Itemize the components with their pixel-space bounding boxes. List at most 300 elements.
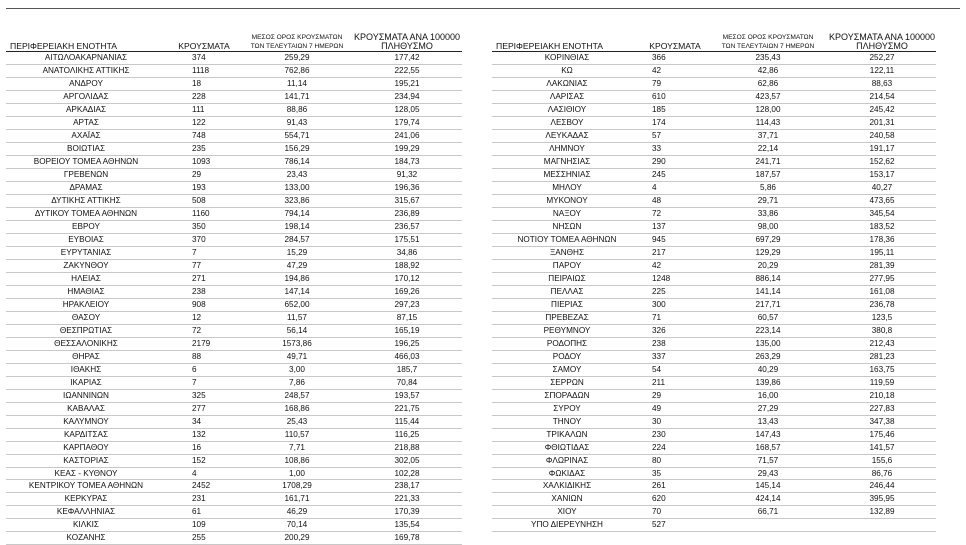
table-row [492, 480, 936, 493]
cases-cell: 49 [642, 402, 708, 415]
cases-cell: 72 [166, 324, 242, 337]
table-row [6, 532, 462, 545]
avg7-cell: 424,14 [708, 493, 828, 506]
cases-table-left [6, 26, 462, 545]
per100k-cell: 236,89 [352, 207, 462, 220]
cases-cell: 300 [642, 298, 708, 311]
cases-cell: 527 [642, 519, 708, 532]
per100k-cell: 170,12 [352, 272, 462, 285]
region-cell: ΚΙΛΚΙΣ [6, 519, 166, 532]
region-cell: ΕΒΡΟΥ [6, 220, 166, 233]
per100k-cell: 234,94 [352, 90, 462, 103]
cases-cell: 238 [166, 285, 242, 298]
cases-cell: 225 [642, 285, 708, 298]
per100k-cell: 169,26 [352, 285, 462, 298]
header-row [6, 26, 462, 52]
per100k-cell: 281,23 [828, 350, 936, 363]
cases-cell: 57 [642, 129, 708, 142]
per100k-cell: 227,83 [828, 402, 936, 415]
avg7-cell: 168,57 [708, 441, 828, 454]
per100k-cell: 221,33 [352, 493, 462, 506]
table-row [492, 389, 936, 402]
cases-cell: 6 [166, 363, 242, 376]
cases-cell: 7 [166, 246, 242, 259]
per100k-cell: 161,08 [828, 285, 936, 298]
table-row [492, 103, 936, 116]
avg7-cell: 147,14 [242, 285, 352, 298]
cases-cell: 12 [166, 311, 242, 324]
per100k-cell: 88,63 [828, 77, 936, 90]
cases-cell: 71 [642, 311, 708, 324]
table-row [492, 415, 936, 428]
per100k-cell: 178,36 [828, 233, 936, 246]
region-cell: ΠΕΙΡΑΙΩΣ [492, 272, 642, 285]
table-row [492, 246, 936, 259]
cases-cell: 4 [166, 467, 242, 480]
header-region: ΠΕΡΙΦΕΡΕΙΑΚΗ ΕΝΟΤΗΤΑ [6, 26, 166, 52]
region-cell: ΛΑΣΙΘΙΟΥ [492, 103, 642, 116]
table-row [492, 376, 936, 389]
avg7-cell: 23,43 [242, 168, 352, 181]
region-cell: ΙΘΑΚΗΣ [6, 363, 166, 376]
avg7-cell: 217,71 [708, 298, 828, 311]
table-row [492, 64, 936, 77]
avg7-cell: 161,71 [242, 493, 352, 506]
per100k-cell: 277,95 [828, 272, 936, 285]
cases-cell: 610 [642, 90, 708, 103]
per100k-cell: 175,46 [828, 428, 936, 441]
per100k-cell: 141,57 [828, 441, 936, 454]
table-row [492, 324, 936, 337]
table-row [492, 77, 936, 90]
region-cell: ΗΡΑΚΛΕΙΟΥ [6, 298, 166, 311]
region-cell: ΚΑΛΥΜΝΟΥ [6, 415, 166, 428]
avg7-cell: 554,71 [242, 129, 352, 142]
table-row [492, 350, 936, 363]
region-cell: ΑΝΑΤΟΛΙΚΗΣ ΑΤΤΙΚΗΣ [6, 64, 166, 77]
cases-cell: 230 [642, 428, 708, 441]
per100k-cell: 86,76 [828, 467, 936, 480]
region-cell: ΣΕΡΡΩΝ [492, 376, 642, 389]
per100k-cell: 91,32 [352, 168, 462, 181]
avg7-cell: 33,86 [708, 207, 828, 220]
region-cell: ΚΕΡΚΥΡΑΣ [6, 493, 166, 506]
avg7-cell: 423,57 [708, 90, 828, 103]
avg7-cell: 128,00 [708, 103, 828, 116]
table-row [492, 194, 936, 207]
per100k-cell: 170,39 [352, 506, 462, 519]
region-cell: ΚΑΒΑΛΑΣ [6, 402, 166, 415]
avg7-cell: 47,29 [242, 259, 352, 272]
per100k-cell: 297,23 [352, 298, 462, 311]
header-avg7: ΜΕΣΟΣ ΟΡΟΣ ΚΡΟΥΣΜΑΤΩΝ ΤΩΝ ΤΕΛΕΥΤΑΙΩΝ 7 ΗΜΕΡΩΝ [708, 26, 828, 52]
table-row [6, 454, 462, 467]
region-cell: ΒΟΙΩΤΙΑΣ [6, 142, 166, 155]
per100k-cell: 210,18 [828, 389, 936, 402]
region-cell: ΘΕΣΠΡΩΤΙΑΣ [6, 324, 166, 337]
avg7-cell: 762,86 [242, 64, 352, 77]
cases-cell: 238 [642, 337, 708, 350]
avg7-cell: 29,43 [708, 467, 828, 480]
avg7-cell: 156,29 [242, 142, 352, 155]
per100k-cell: 155,6 [828, 454, 936, 467]
table-row [6, 415, 462, 428]
region-cell: ΔΡΑΜΑΣ [6, 181, 166, 194]
cases-cell: 72 [642, 207, 708, 220]
table-row [6, 233, 462, 246]
avg7-cell: 194,86 [242, 272, 352, 285]
table-row [6, 402, 462, 415]
cases-cell: 337 [642, 350, 708, 363]
per100k-cell: 195,21 [352, 77, 462, 90]
avg7-cell: 27,29 [708, 402, 828, 415]
avg7-cell: 91,43 [242, 116, 352, 129]
table-row [6, 324, 462, 337]
avg7-cell: 37,71 [708, 129, 828, 142]
cases-cell: 326 [642, 324, 708, 337]
cases-cell: 224 [642, 441, 708, 454]
table-row [492, 207, 936, 220]
region-cell: ΚΑΡΠΑΘΟΥ [6, 441, 166, 454]
table-row [492, 90, 936, 103]
per100k-cell: 184,73 [352, 155, 462, 168]
avg7-cell: 697,29 [708, 233, 828, 246]
cases-cell: 132 [166, 428, 242, 441]
cases-cell: 61 [166, 506, 242, 519]
region-cell: ΦΛΩΡΙΝΑΣ [492, 454, 642, 467]
region-cell: ΞΑΝΘΗΣ [492, 246, 642, 259]
avg7-cell: 139,86 [708, 376, 828, 389]
header-region: ΠΕΡΙΦΕΡΕΙΑΚΗ ΕΝΟΤΗΤΑ [492, 26, 642, 52]
region-cell: ΤΗΝΟΥ [492, 415, 642, 428]
per100k-cell: 165,19 [352, 324, 462, 337]
avg7-cell: 1573,86 [242, 337, 352, 350]
region-cell: ΝΟΤΙΟΥ ΤΟΜΕΑ ΑΘΗΝΩΝ [492, 233, 642, 246]
avg7-cell: 133,00 [242, 181, 352, 194]
per100k-cell: 201,31 [828, 116, 936, 129]
table-row [6, 311, 462, 324]
table-row [492, 363, 936, 376]
region-cell: ΣΥΡΟΥ [492, 402, 642, 415]
avg7-cell: 145,14 [708, 480, 828, 493]
avg7-cell: 5,86 [708, 181, 828, 194]
avg7-cell: 263,29 [708, 350, 828, 363]
per100k-cell: 196,36 [352, 181, 462, 194]
region-cell: ΦΘΙΩΤΙΔΑΣ [492, 441, 642, 454]
per100k-cell: 152,62 [828, 155, 936, 168]
top-rule [6, 8, 960, 9]
cases-cell: 29 [166, 168, 242, 181]
region-cell: ΑΧΑΪΑΣ [6, 129, 166, 142]
region-cell: ΖΑΚΥΝΘΟΥ [6, 259, 166, 272]
per100k-cell: 70,84 [352, 376, 462, 389]
cases-cell: 48 [642, 194, 708, 207]
region-cell: ΘΕΣΣΑΛΟΝΙΚΗΣ [6, 337, 166, 350]
region-cell: ΜΥΚΟΝΟΥ [492, 194, 642, 207]
cases-cell: 370 [166, 233, 242, 246]
cases-cell: 748 [166, 129, 242, 142]
region-cell: ΜΕΣΣΗΝΙΑΣ [492, 168, 642, 181]
table-row [6, 363, 462, 376]
region-cell: ΑΙΤΩΛΟΑΚΑΡΝΑΝΙΑΣ [6, 52, 166, 65]
region-cell: ΙΚΑΡΙΑΣ [6, 376, 166, 389]
region-cell: ΧΑΛΚΙΔΙΚΗΣ [492, 480, 642, 493]
avg7-cell [708, 519, 828, 532]
per100k-cell: 240,58 [828, 129, 936, 142]
header-avg7: ΜΕΣΟΣ ΟΡΟΣ ΚΡΟΥΣΜΑΤΩΝ ΤΩΝ ΤΕΛΕΥΤΑΙΩΝ 7 ΗΜΕΡΩΝ [242, 26, 352, 52]
table-row [6, 389, 462, 402]
per100k-cell: 40,27 [828, 181, 936, 194]
table-row [492, 233, 936, 246]
table-row [6, 155, 462, 168]
region-cell: ΕΥΡΥΤΑΝΙΑΣ [6, 246, 166, 259]
region-cell: ΑΡΚΑΔΙΑΣ [6, 103, 166, 116]
per100k-cell: 195,11 [828, 246, 936, 259]
per100k-cell: 380,8 [828, 324, 936, 337]
avg7-cell: 147,43 [708, 428, 828, 441]
region-cell: ΚΕΑΣ - ΚΥΘΝΟΥ [6, 467, 166, 480]
cases-cell: 1160 [166, 207, 242, 220]
avg7-cell: 1708,29 [242, 480, 352, 493]
table-row [6, 506, 462, 519]
cases-cell: 29 [642, 389, 708, 402]
region-cell: ΝΗΣΩΝ [492, 220, 642, 233]
cases-cell: 42 [642, 64, 708, 77]
per100k-cell: 345,54 [828, 207, 936, 220]
region-cell: ΛΕΥΚΑΔΑΣ [492, 129, 642, 142]
avg7-cell: 187,57 [708, 168, 828, 181]
avg7-cell: 241,71 [708, 155, 828, 168]
per100k-cell: 185,7 [352, 363, 462, 376]
header-cases: ΚΡΟΥΣΜΑΤΑ [642, 26, 708, 52]
avg7-cell: 7,86 [242, 376, 352, 389]
table-row [492, 220, 936, 233]
cases-cell: 137 [642, 220, 708, 233]
avg7-cell: 15,29 [242, 246, 352, 259]
per100k-cell: 135,54 [352, 519, 462, 532]
region-cell: ΚΑΣΤΟΡΙΑΣ [6, 454, 166, 467]
cases-cell: 35 [642, 467, 708, 480]
region-cell: ΧΙΟΥ [492, 506, 642, 519]
region-cell: ΠΑΡΟΥ [492, 259, 642, 272]
region-cell: ΠΡΕΒΕΖΑΣ [492, 311, 642, 324]
region-cell: ΚΕΝΤΡΙΚΟΥ ΤΟΜΕΑ ΑΘΗΝΩΝ [6, 480, 166, 493]
region-cell: ΑΡΤΑΣ [6, 116, 166, 129]
region-cell: ΒΟΡΕΙΟΥ ΤΟΜΕΑ ΑΘΗΝΩΝ [6, 155, 166, 168]
table-row [6, 428, 462, 441]
cases-cell: 1118 [166, 64, 242, 77]
region-cell: ΑΝΔΡΟΥ [6, 77, 166, 90]
per100k-cell: 222,55 [352, 64, 462, 77]
cases-cell: 30 [642, 415, 708, 428]
per100k-cell: 473,65 [828, 194, 936, 207]
region-cell: ΔΥΤΙΚΟΥ ΤΟΜΕΑ ΑΘΗΝΩΝ [6, 207, 166, 220]
avg7-cell: 108,86 [242, 454, 352, 467]
cases-cell: 245 [642, 168, 708, 181]
per100k-cell: 395,95 [828, 493, 936, 506]
per100k-cell: 252,27 [828, 52, 936, 65]
avg7-cell: 49,71 [242, 350, 352, 363]
table-row [6, 207, 462, 220]
cases-cell: 193 [166, 181, 242, 194]
cases-cell: 79 [642, 77, 708, 90]
avg7-cell: 11,14 [242, 77, 352, 90]
cases-cell: 211 [642, 376, 708, 389]
region-cell: ΛΑΡΙΣΑΣ [492, 90, 642, 103]
header-row [492, 26, 936, 52]
per100k-cell: 169,78 [352, 532, 462, 545]
avg7-cell: 786,14 [242, 155, 352, 168]
region-cell: ΠΙΕΡΙΑΣ [492, 298, 642, 311]
table-row [6, 220, 462, 233]
region-cell: ΘΑΣΟΥ [6, 311, 166, 324]
per100k-cell: 123,5 [828, 311, 936, 324]
avg7-cell: 168,86 [242, 402, 352, 415]
per100k-cell: 214,54 [828, 90, 936, 103]
region-cell: ΧΑΝΙΩΝ [492, 493, 642, 506]
table-row [6, 142, 462, 155]
avg7-cell: 98,00 [708, 220, 828, 233]
cases-cell: 2179 [166, 337, 242, 350]
region-cell: ΘΗΡΑΣ [6, 350, 166, 363]
avg7-cell: 29,71 [708, 194, 828, 207]
table-row [492, 454, 936, 467]
avg7-cell: 141,71 [242, 90, 352, 103]
table-row [492, 311, 936, 324]
region-cell: ΣΠΟΡΑΔΩΝ [492, 389, 642, 402]
per100k-cell: 87,15 [352, 311, 462, 324]
avg7-cell: 40,29 [708, 363, 828, 376]
region-cell: ΠΕΛΛΑΣ [492, 285, 642, 298]
cases-cell: 18 [166, 77, 242, 90]
per100k-cell: 132,89 [828, 506, 936, 519]
per100k-cell: 153,17 [828, 168, 936, 181]
cases-cell: 271 [166, 272, 242, 285]
cases-cell: 152 [166, 454, 242, 467]
region-cell: ΥΠΟ ΔΙΕΡΕΥΝΗΣΗ [492, 519, 642, 532]
per100k-cell: 315,67 [352, 194, 462, 207]
avg7-cell: 11,57 [242, 311, 352, 324]
per100k-cell: 34,86 [352, 246, 462, 259]
cases-cell: 4 [642, 181, 708, 194]
region-cell: ΜΑΓΝΗΣΙΑΣ [492, 155, 642, 168]
per100k-cell: 246,44 [828, 480, 936, 493]
cases-cell: 80 [642, 454, 708, 467]
region-cell: ΗΜΑΘΙΑΣ [6, 285, 166, 298]
per100k-cell: 115,44 [352, 415, 462, 428]
per100k-cell: 183,52 [828, 220, 936, 233]
avg7-cell: 259,29 [242, 52, 352, 65]
per100k-cell: 347,38 [828, 415, 936, 428]
avg7-cell: 7,71 [242, 441, 352, 454]
cases-cell: 70 [642, 506, 708, 519]
table-row [6, 298, 462, 311]
cases-cell: 945 [642, 233, 708, 246]
table-row [6, 64, 462, 77]
avg7-cell: 200,29 [242, 532, 352, 545]
cases-cell: 122 [166, 116, 242, 129]
region-cell: ΚΑΡΔΙΤΣΑΣ [6, 428, 166, 441]
table-row [6, 77, 462, 90]
avg7-cell: 1,00 [242, 467, 352, 480]
table-row [492, 402, 936, 415]
per100k-cell: 199,29 [352, 142, 462, 155]
region-cell: ΦΩΚΙΔΑΣ [492, 467, 642, 480]
table-body-left [6, 52, 462, 545]
table-row [492, 441, 936, 454]
table-row [492, 285, 936, 298]
avg7-cell: 110,57 [242, 428, 352, 441]
per100k-cell: 218,88 [352, 441, 462, 454]
per100k-cell: 245,42 [828, 103, 936, 116]
cases-cell: 255 [166, 532, 242, 545]
table-row [6, 168, 462, 181]
region-cell: ΡΟΔΟΥ [492, 350, 642, 363]
table-row [6, 337, 462, 350]
table-row [6, 246, 462, 259]
per100k-cell: 466,03 [352, 350, 462, 363]
cases-cell: 174 [642, 116, 708, 129]
per100k-cell: 236,78 [828, 298, 936, 311]
avg7-cell: 71,57 [708, 454, 828, 467]
table-row [6, 272, 462, 285]
avg7-cell: 248,57 [242, 389, 352, 402]
region-cell: ΤΡΙΚΑΛΩΝ [492, 428, 642, 441]
per100k-cell: 177,42 [352, 52, 462, 65]
table-row [6, 52, 462, 65]
avg7-cell: 141,14 [708, 285, 828, 298]
per100k-cell: 212,43 [828, 337, 936, 350]
avg7-cell: 284,57 [242, 233, 352, 246]
table-row [6, 181, 462, 194]
avg7-cell: 70,14 [242, 519, 352, 532]
table-row [6, 259, 462, 272]
cases-cell: 235 [166, 142, 242, 155]
cases-cell: 290 [642, 155, 708, 168]
cases-cell: 16 [166, 441, 242, 454]
per100k-cell: 191,17 [828, 142, 936, 155]
per100k-cell: 238,17 [352, 480, 462, 493]
table-row [6, 350, 462, 363]
avg7-cell: 16,00 [708, 389, 828, 402]
table-row [492, 506, 936, 519]
cases-cell: 620 [642, 493, 708, 506]
cases-cell: 231 [166, 493, 242, 506]
avg7-cell: 42,86 [708, 64, 828, 77]
table-row [492, 467, 936, 480]
region-cell: ΛΕΣΒΟΥ [492, 116, 642, 129]
avg7-cell: 46,29 [242, 506, 352, 519]
header-per100k: ΚΡΟΥΣΜΑΤΑ ΑΝΑ 100000 ΠΛΗΘΥΣΜΟ [828, 26, 936, 52]
cases-cell: 228 [166, 90, 242, 103]
per100k-cell: 179,74 [352, 116, 462, 129]
per100k-cell: 193,57 [352, 389, 462, 402]
avg7-cell: 886,14 [708, 272, 828, 285]
per100k-cell: 188,92 [352, 259, 462, 272]
cases-cell: 7 [166, 376, 242, 389]
table-body-right [492, 52, 936, 532]
table-row [492, 181, 936, 194]
cases-cell: 77 [166, 259, 242, 272]
table-row [492, 155, 936, 168]
table-row [492, 337, 936, 350]
region-cell: ΔΥΤΙΚΗΣ ΑΤΤΙΚΗΣ [6, 194, 166, 207]
avg7-cell: 66,71 [708, 506, 828, 519]
region-cell: ΗΛΕΙΑΣ [6, 272, 166, 285]
table-row [6, 285, 462, 298]
cases-cell: 261 [642, 480, 708, 493]
per100k-cell: 116,25 [352, 428, 462, 441]
